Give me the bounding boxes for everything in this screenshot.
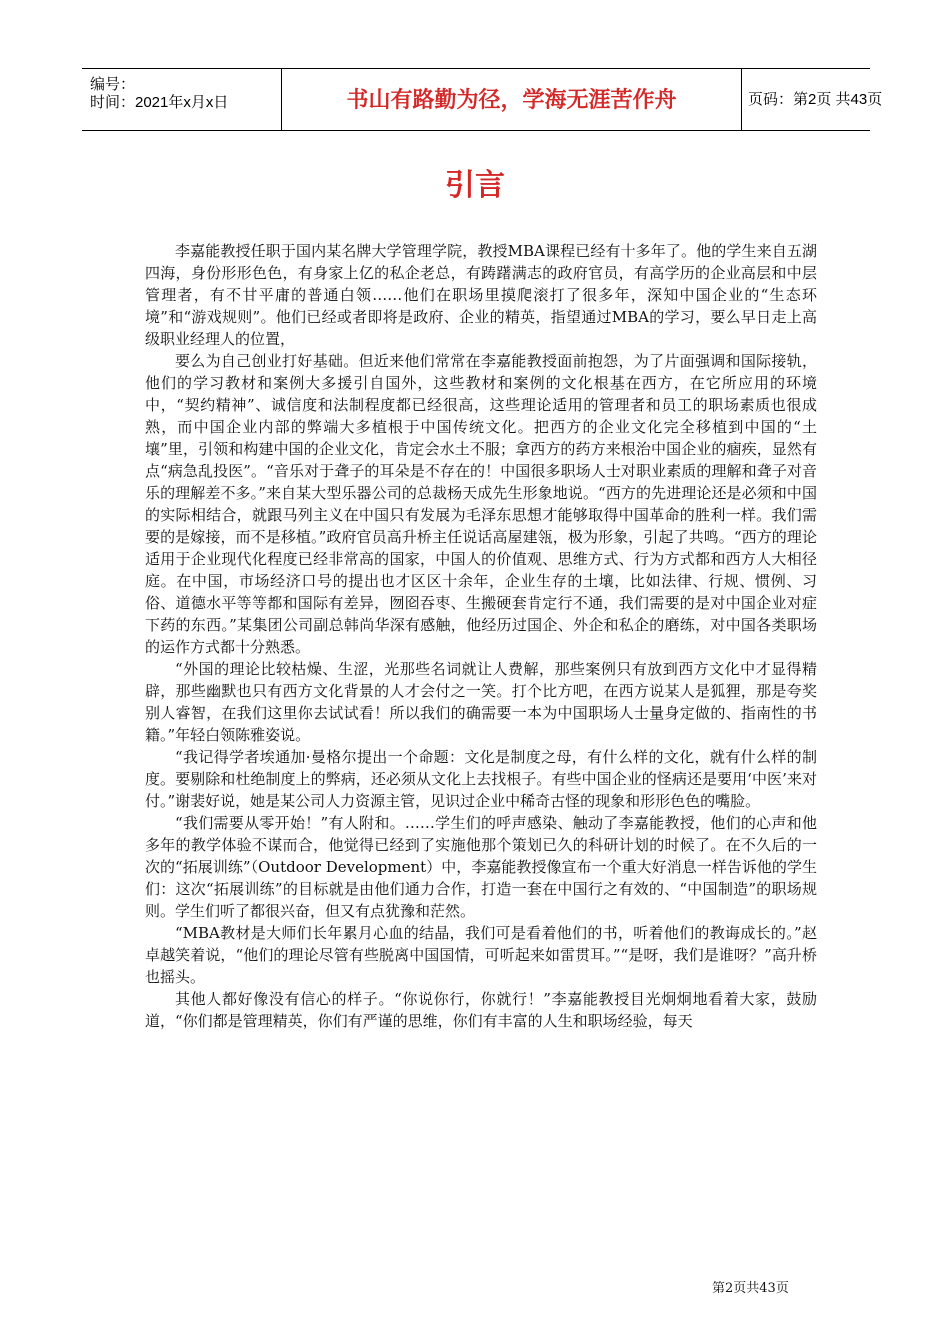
page-footer: 第2页共43页 [712, 1281, 789, 1296]
paragraph: “外国的理论比较枯燥、生涩，光那些名词就让人费解，那些案例只有放到西方文化中才显得精辟，那些幽默也只有西方文化背景的人才会付之一笑。打个比方吧，在西方说某人是狐狸，那是夸奖别人睿智，在我们这里你去试试看！所以我们的确需要一本为中国职场人士量身定做的、指南性的书籍。”年轻白领陈雅姿说。 [145, 660, 817, 744]
paragraph: 李嘉能教授任职于国内某名牌大学管理学院，教授MBA课程已经有十多年了。他的学生来自五湖四海，身份形形色色，有身家上亿的私企老总，有踌躇满志的政府官员，有高学历的企业高层和中层管理者，有不甘平庸的普通白领……他们在职场里摸爬滚打了很多年，深知中国企业的“生态环境”和“游戏规则”。他们已经或者即将是政府、企业的精英，指望通过MBA的学习，要么早日走上高级职业经理人的位置， [145, 242, 817, 348]
body-text [145, 240, 817, 1032]
page-title: 引言 [445, 169, 505, 202]
time-label: 时间：2021年x月x日 [90, 94, 229, 111]
paragraph: “我记得学者埃通加·曼格尔提出一个命题：文化是制度之母，有什么样的文化，就有什么样的制度。要剔除和杜绝制度上的弊病，还必须从文化上去找根子。有些中国企业的怪病还是要用‘中医’来对付。”谢裴好说，她是某公司人力资源主管，见识过企业中稀奇古怪的现象和形形色色的嘴脸。 [145, 748, 817, 810]
paragraph: 其他人都好像没有信心的样子。“你说你行，你就行！”李嘉能教授目光炯炯地看着大家，鼓励道，“你们都是管理精英，你们有严谨的思维，你们有丰富的人生和职场经验，每天 [145, 990, 817, 1030]
paragraph: “MBA教材是大师们长年累月心血的结晶，我们可是看着他们的书，听着他们的教诲成长的。”赵卓越笑着说，“他们的理论尽管有些脱离中国国情，可听起来如雷贯耳。”“是呀，我们是谁呀？”高升桥也摇头。 [145, 924, 817, 986]
header-page-info: 页码：第2页 共43页 [748, 91, 883, 108]
paragraph: “我们需要从零开始！”有人附和。……学生们的呼声感染、触动了李嘉能教授，他们的心声和他多年的教学体验不谋而合，他觉得已经到了实施他那个策划已久的科研计划的时候了。在不久后的一次的“拓展训练”（Outdoor Development）中，李嘉能教授像宣布一个重大好消息一样告诉他的学生们：这次“拓展训练”的目标就是由他们通力合作，打造一套在中国行之有效的、“中国制造”的职场规则。学生们听了都很兴奋，但又有点犹豫和茫然。 [145, 814, 817, 920]
header-meta-cell [82, 69, 282, 130]
header-motto: 书山有路勤为径，学海无涯苦作舟 [282, 69, 742, 130]
paragraph: 要么为自己创业打好基础。但近来他们常常在李嘉能教授面前抱怨，为了片面强调和国际接轨，他们的学习教材和案例大多援引自国外，这些教材和案例的文化根基在西方，在它所应用的环境中，“契约精神”、诚信度和法制程度都已经很高，这些理论适用的管理者和员工的职场素质也很成熟，而中国企业内部的弊端大多植根于中国传统文化。把西方的企业文化完全移植到中国的“土壤”里，引领和构建中国的企业文化，肯定会水土不服；拿西方的药方来根治中国企业的痼疾，显然有点“病急乱投医”。“音乐对于聋子的耳朵是不存在的！中国很多职场人士对职业素质的理解和聋子对音乐的理解差不多。”来自某大型乐器公司的总裁杨天成先生形象地说。“西方的先进理论还是必须和中国的实际相结合，就跟马列主义在中国只有发展为毛泽东思想才能够取得中国革命的胜利一样。我们需要的是嫁接，而不是移植。”政府官员高升桥主任说话高屋建瓴，极为形象，引起了共鸣。“西方的理论适用于企业现代化程度已经非常高的国家，中国人的价值观、思维方式、行为方式都和西方人大相径庭。在中国，市场经济口号的提出也才区区十余年，企业生存的土壤，比如法律、行规、惯例、习俗、道德水平等等都和国际有差异，囫囵吞枣、生搬硬套肯定行不通，我们需要的是对中国企业对症下药的东西。”某集团公司副总韩尚华深有感触，他经历过国企、外企和私企的磨练，对中国各类职场的运作方式都十分熟悉。 [145, 352, 817, 656]
number-label: 编号： [90, 76, 136, 93]
page-header [82, 68, 883, 131]
